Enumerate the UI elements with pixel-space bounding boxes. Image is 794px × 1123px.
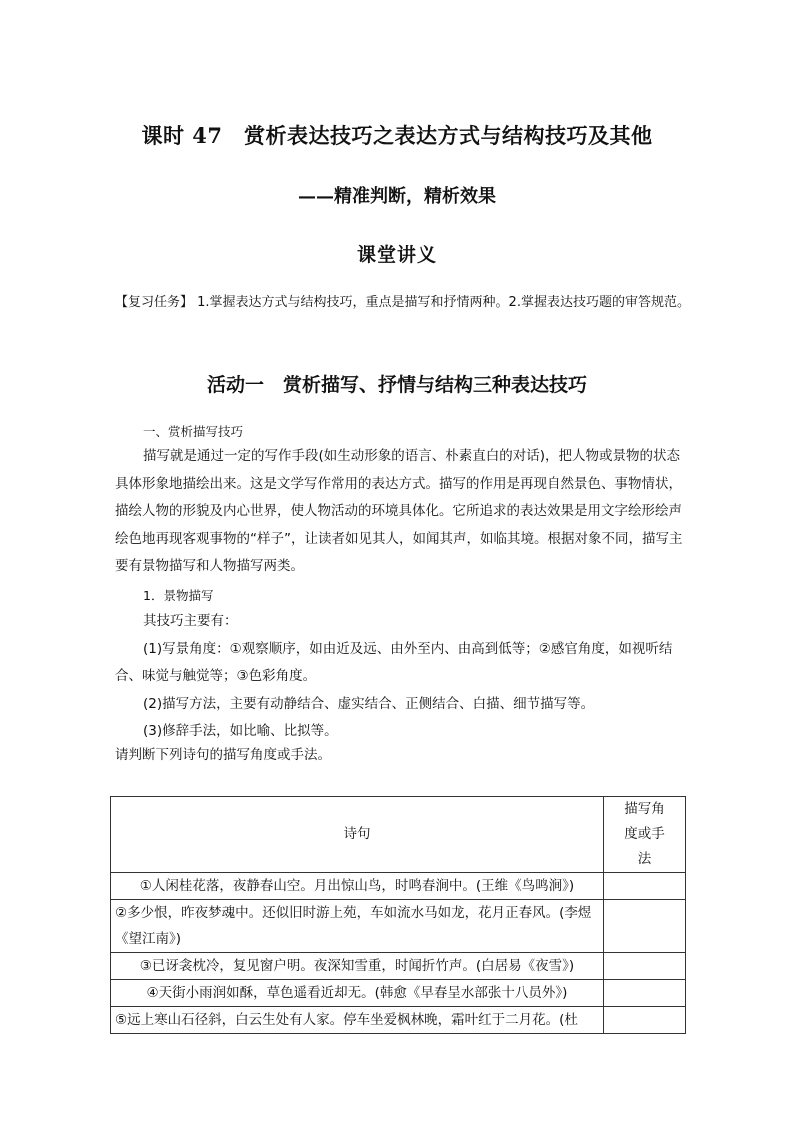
answer-cell[interactable] (604, 873, 686, 900)
section-title: 课堂讲义 (356, 244, 437, 266)
review-text: 1.掌握表达方式与结构技巧，重点是描写和抒情两种。2.掌握表达技巧题的审答规范。 (193, 295, 690, 310)
skill-2: (2)描写方法，主要有动静结合、虚实结合、正侧结合、白描、细节描写等。 (143, 695, 595, 712)
answer-cell[interactable] (604, 980, 686, 1007)
poem-cell: ⑤远上寒山石径斜，白云生处有人家。停车坐爱枫林晚，霜叶红于二月花。(杜 (111, 1007, 604, 1034)
table-row (111, 900, 686, 953)
intro-paragraph: 描写就是通过一定的写作手段(如生动形象的语言、朴素直白的对话)，把人物或景物的状态具体形象地描绘出来。这是文学写作常用的表达方式。描写的作用是再现自然景色、事物情状，描绘人物的形貌及内心世界，使人物活动的环境具体化。它所追求的表达效果是用文字绘形绘声绘色地再现客观事物的“样子”，让读者如见其人，如闻其声，如临其境。根据对象不同，描写主要有景物描写和人物描写两类。 (115, 448, 683, 574)
header-angle: 描写角度或手法 (604, 797, 686, 873)
activity-title: 活动一 赏析描写、抒情与结构三种表达技巧 (206, 374, 587, 396)
table-row (111, 873, 686, 900)
review-task (115, 290, 695, 316)
skill-3: (3)修辞手法，如比喻、比拟等。 (143, 723, 338, 739)
table-header-row (111, 797, 686, 873)
lesson-subtitle: ——精准判断，精析效果 (298, 186, 496, 207)
poem-cell: ④天街小雨润如酥，草色遥看近却无。(韩愈《早春呈水部张十八员外》) (111, 980, 604, 1007)
skills-lead: 其技巧主要有： (143, 613, 238, 629)
table-row (111, 953, 686, 980)
poem-table (110, 796, 686, 1034)
table-row (111, 1007, 686, 1034)
review-tag: 【复习任务】 (115, 295, 194, 310)
skill-1: (1)写景角度：①观察顺序，如由近及远、由外至内、由高到低等；②感官角度，如视听结合、味觉与触觉等；③色彩角度。 (115, 640, 673, 684)
poem-cell: ②多少恨，昨夜梦魂中。还似旧时游上苑，车如流水马如龙，花月正春风。(李煜《望江南》) (111, 900, 604, 953)
skills-list (115, 608, 687, 746)
answer-cell[interactable] (604, 1007, 686, 1034)
sub1-heading: 1．景物描写 (143, 588, 214, 603)
answer-cell[interactable] (604, 900, 686, 953)
question-prompt: 请判断下列诗句的描写角度或手法。 (115, 747, 331, 763)
answer-cell[interactable] (604, 953, 686, 980)
table-row (111, 980, 686, 1007)
header-poem: 诗句 (111, 797, 604, 873)
poem-cell: ①人闲桂花落，夜静春山空。月出惊山鸟，时鸣春涧中。(王维《鸟鸣涧》) (111, 873, 604, 900)
lesson-title: 课时 47 赏析表达技巧之表达方式与结构技巧及其他 (141, 123, 653, 148)
poem-cell: ③已讶衾枕冷，复见窗户明。夜深知雪重，时闻折竹声。(白居易《夜雪》) (111, 953, 604, 980)
section1-heading: 一、赏析描写技巧 (143, 424, 244, 439)
